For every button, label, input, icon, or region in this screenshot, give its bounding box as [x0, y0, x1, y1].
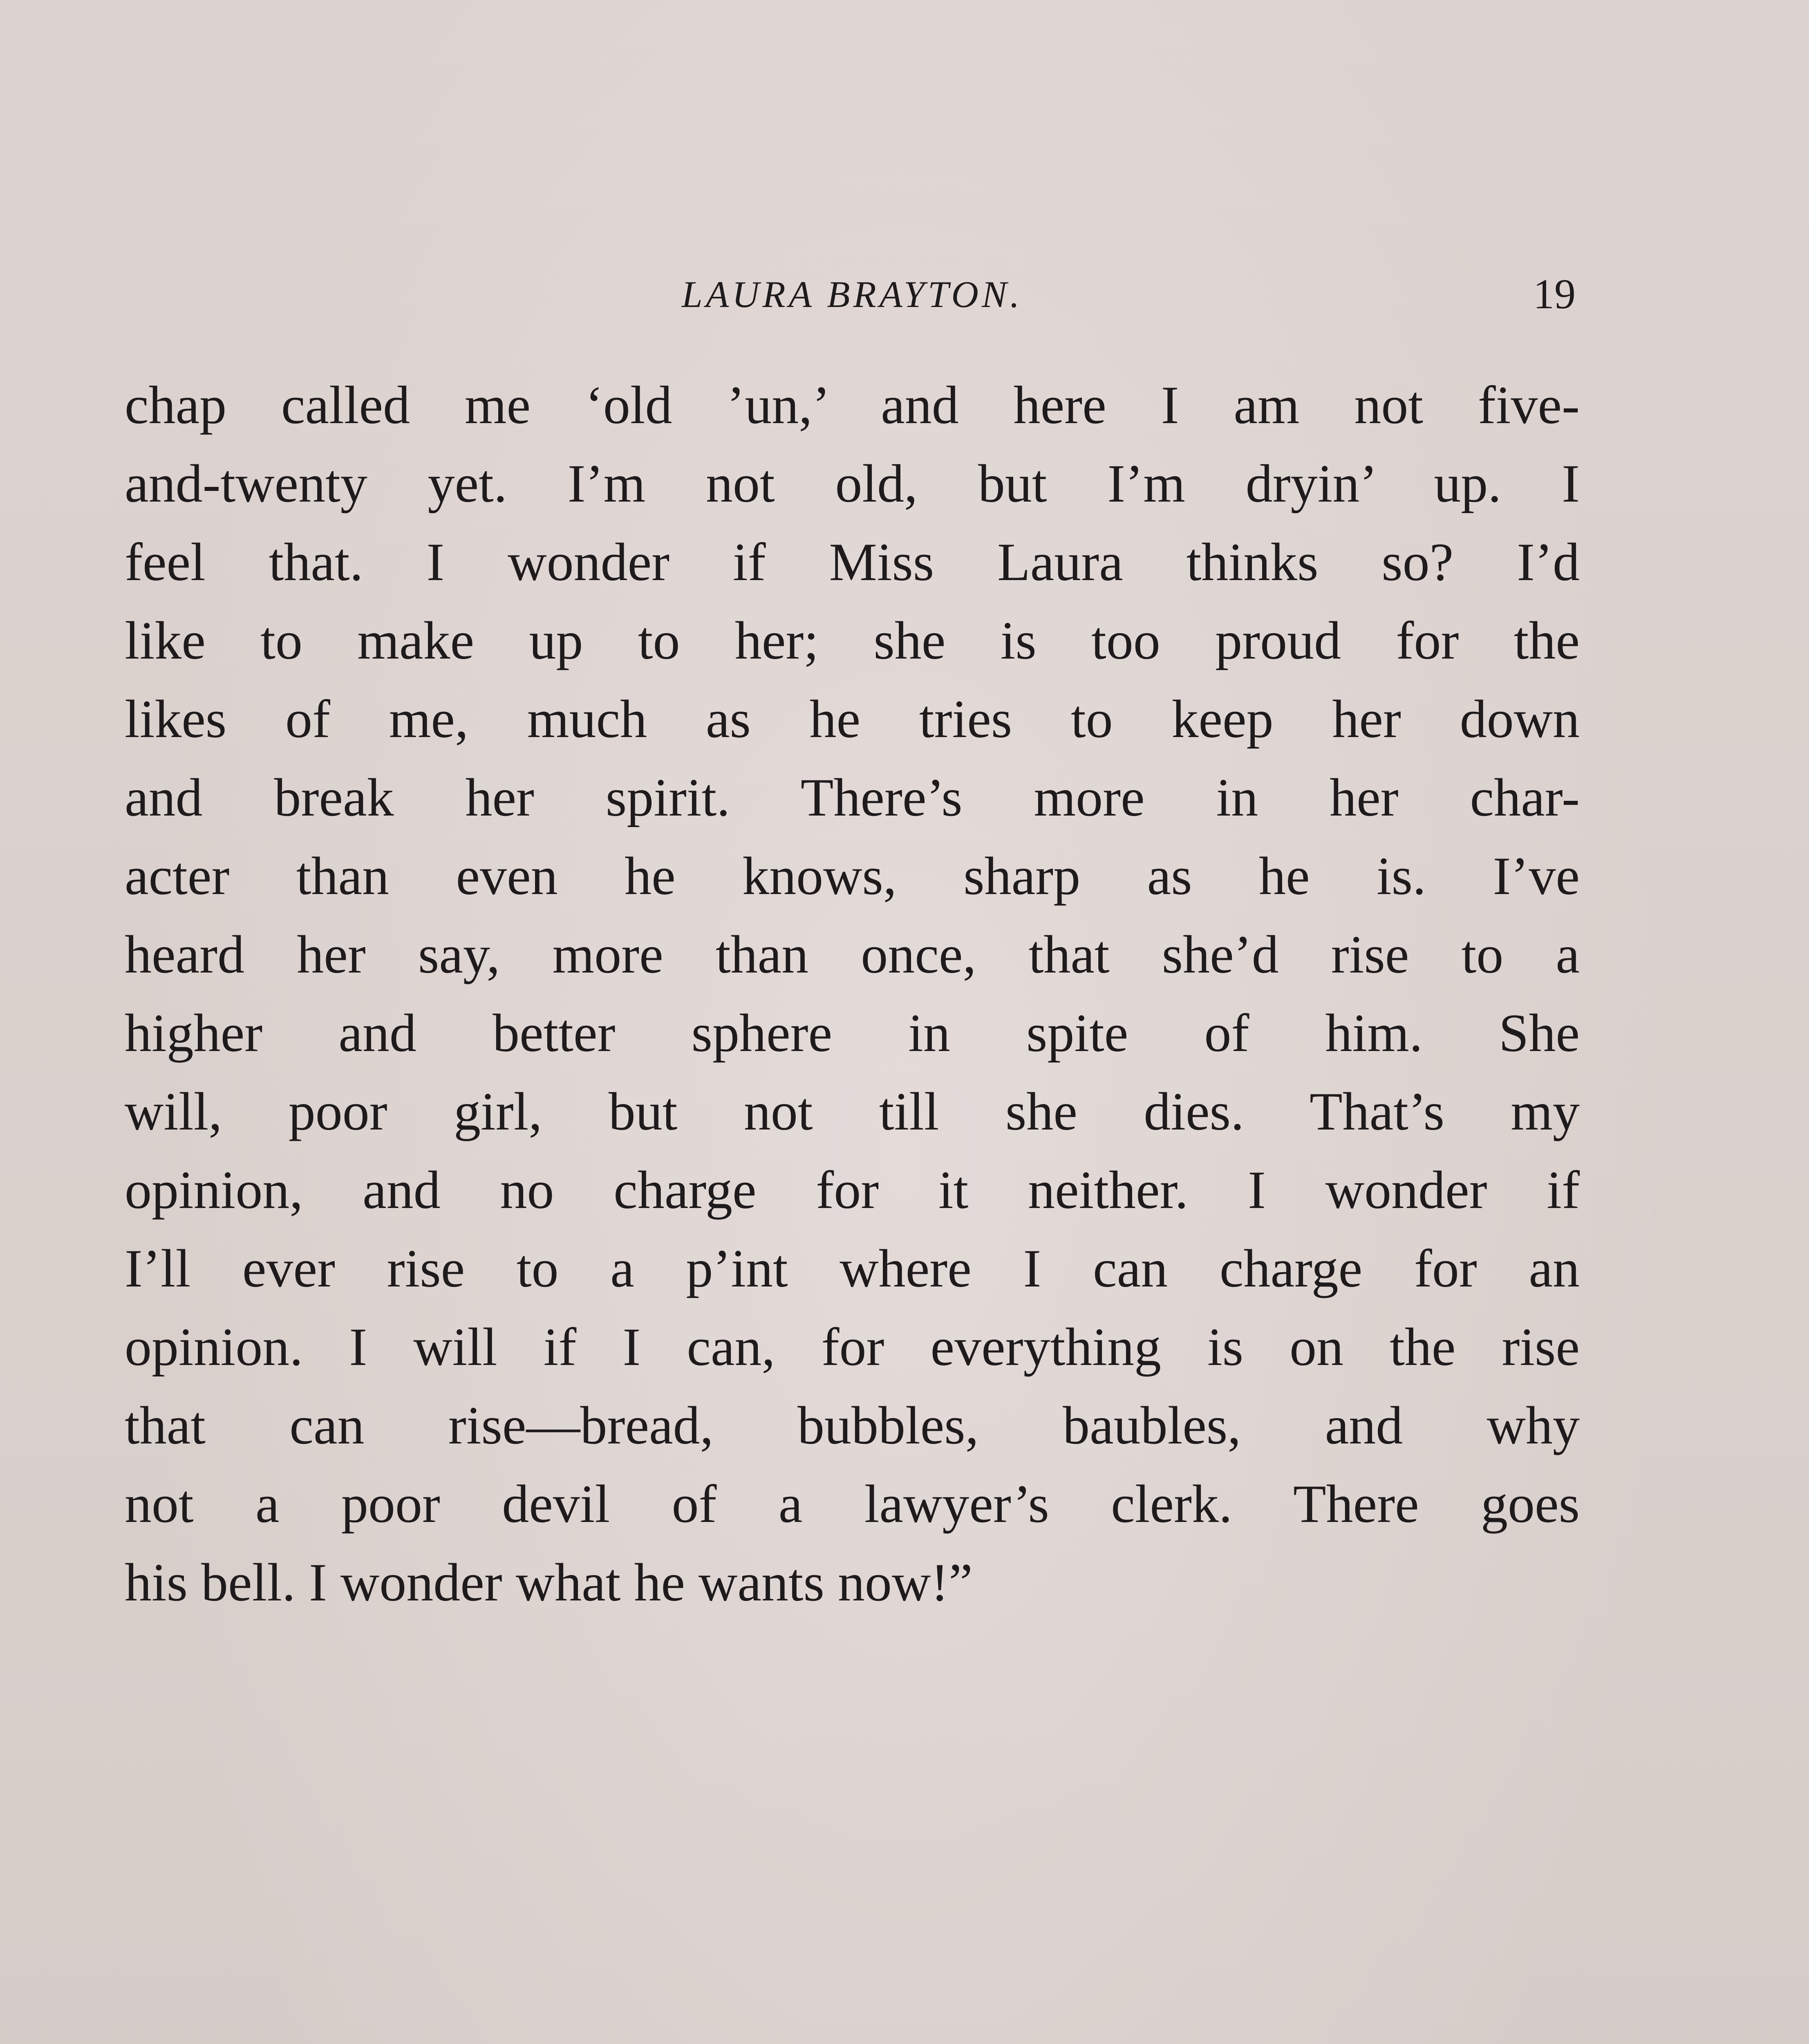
text-line: not a poor devil of a lawyer’s clerk. There goes — [125, 1474, 1580, 1534]
running-title: LAURA BRAYTON. — [681, 273, 1023, 315]
text-line: acter than even he knows, sharp as he is. I’ve — [125, 846, 1580, 906]
page-number: 19 — [1533, 271, 1576, 318]
text-line: higher and better sphere in spite of him. She — [125, 1003, 1580, 1063]
text-line: feel that. I wonder if Miss Laura thinks so? I’d — [125, 532, 1580, 592]
text-line: I’ll ever rise to a p’int where I can charge for an — [125, 1238, 1580, 1298]
text-line: and break her spirit. There’s more in her char- — [125, 767, 1580, 827]
text-line: and-twenty yet. I’m not old, but I’m dryin’ up. I — [125, 453, 1580, 513]
text-line: will, poor girl, but not till she dies. That’s my — [125, 1081, 1580, 1141]
text-line: likes of me, much as he tries to keep her down — [125, 689, 1580, 749]
text-line: opinion. I will if I can, for everything is on the rise — [125, 1317, 1580, 1377]
text-line: heard her say, more than once, that she’d rise to a — [125, 924, 1580, 984]
text-line: opinion, and no charge for it neither. I wonder if — [125, 1160, 1580, 1220]
text-line-last: his bell. I wonder what he wants now!” — [125, 1552, 973, 1612]
text-line: that can rise—bread, bubbles, baubles, and why — [125, 1395, 1580, 1455]
text-line: like to make up to her; she is too proud for the — [125, 610, 1580, 670]
text-line: chap called me ‘old ’un,’ and here I am not five- — [125, 375, 1580, 435]
running-header — [125, 262, 1580, 327]
body-text — [125, 366, 1580, 1622]
